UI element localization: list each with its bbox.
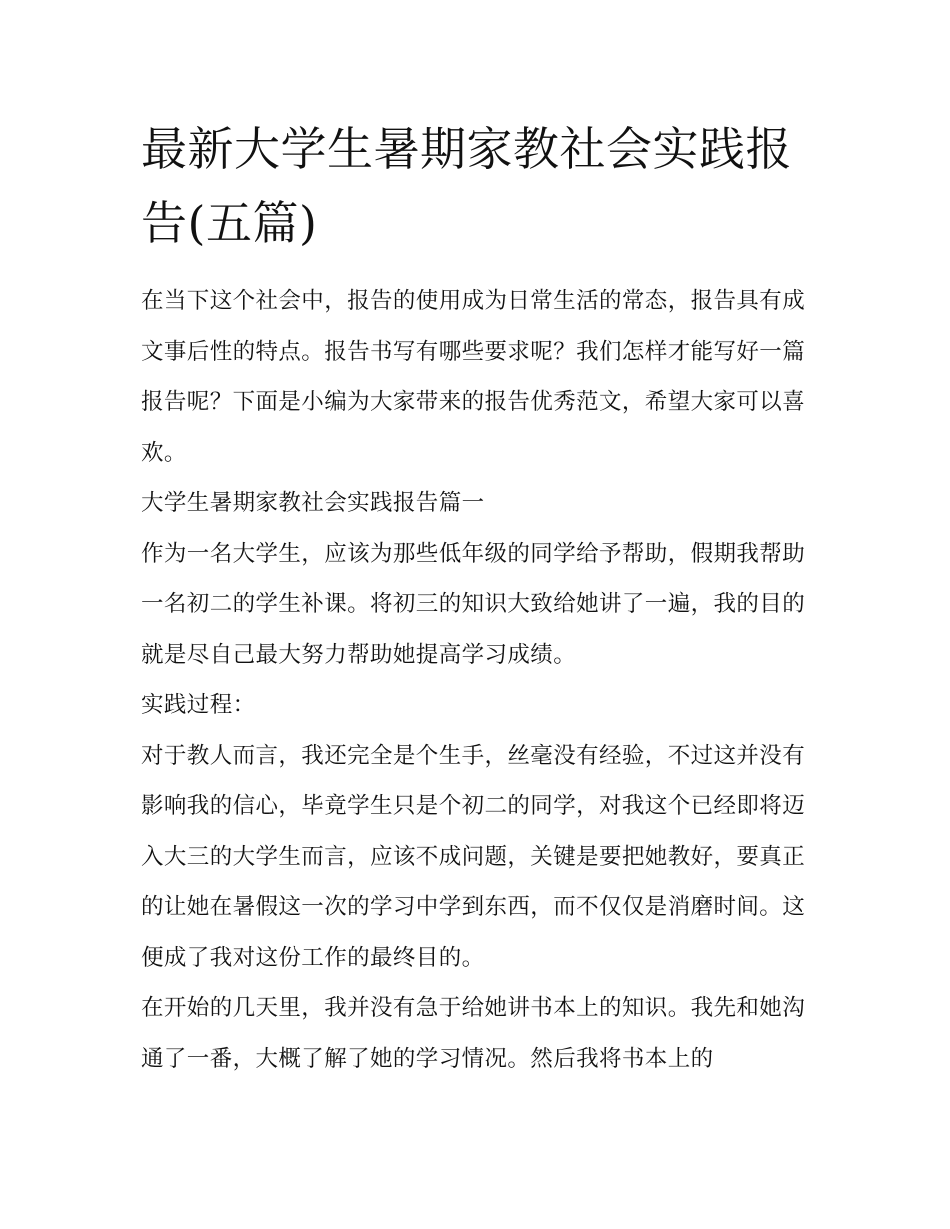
section-heading: 大学生暑期家教社会实践报告篇一: [141, 490, 485, 516]
document-page: [141, 112, 813, 1084]
intro-paragraph: 在当下这个社会中，报告的使用成为日常生活的常态，报告具有成文事后性的特点。报告书写有哪些要求呢？我们怎样才能写好一篇报告呢？下面是小编为大家带来的报告优秀范文，希望大家可以喜欢。: [141, 288, 806, 466]
body-paragraph: 在开始的几天里，我并没有急于给她讲书本上的知识。我先和她沟通了一番，大概了解了她的学习情况。然后我将书本上的: [141, 995, 806, 1072]
body-paragraph: 对于教人而言，我还完全是个生手，丝毫没有经验，不过这并没有影响我的信心，毕竟学生只是个初二的同学，对我这个已经即将迈入大三的大学生而言，应该不成问题，关键是要把她教好，要真正的让她在暑假这一次的学习中学到东西，而不仅仅是消磨时间。这便成了我对这份工作的最终目的。: [141, 742, 806, 971]
document-title: 最新大学生暑期家教社会实践报告(五篇): [141, 122, 792, 250]
subsection-heading: 实践过程：: [141, 692, 256, 718]
body-paragraph: 作为一名大学生，应该为那些低年级的同学给予帮助，假期我帮助一名初二的学生补课。将初三的知识大致给她讲了一遍，我的目的就是尽自己最大努力帮助她提高学习成绩。: [141, 540, 806, 668]
